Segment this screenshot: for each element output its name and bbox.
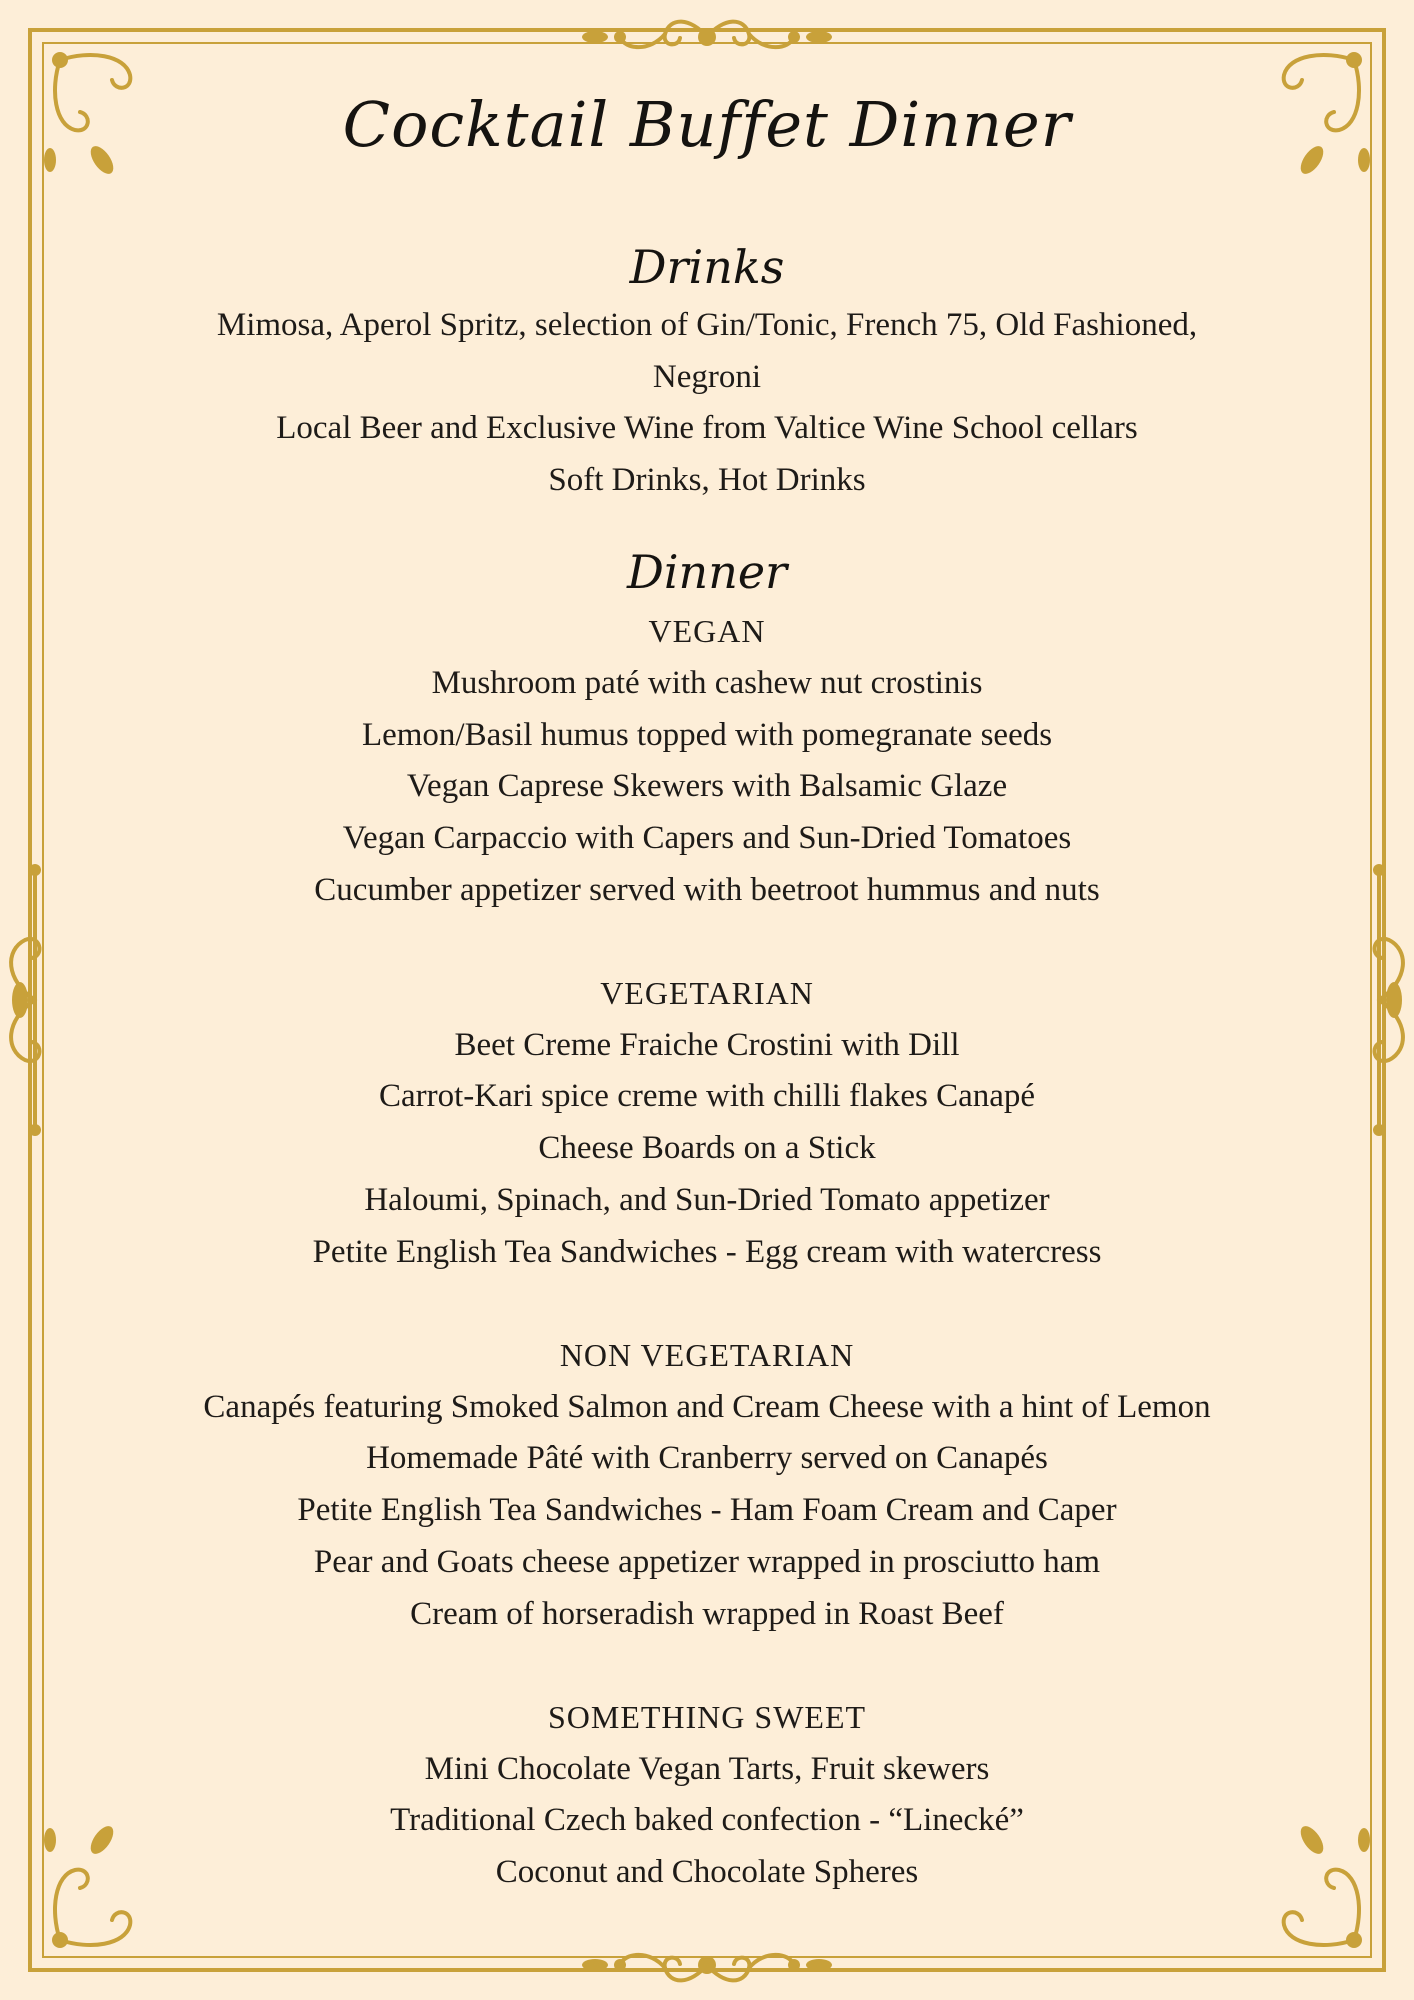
sweet-item: Mini Chocolate Vegan Tarts, Fruit skewers [424,1751,990,1787]
right-side-flourish-icon [1354,860,1414,1140]
non-vegetarian-item: Petite English Tea Sandwiches - Ham Foam Cream and Caper [297,1492,1117,1528]
vegetarian-category-label: VEGETARIAN [600,975,814,1011]
bottom-center-flourish-icon [580,1940,834,1990]
vegan-item: Vegan Caprese Skewers with Balsamic Glaze [406,768,1008,804]
top-center-flourish-icon [580,12,834,62]
sweet-item: Coconut and Chocolate Spheres [495,1854,919,1890]
sweet-item: Traditional Czech baked confection - “Linecké” [390,1802,1024,1838]
drinks-line: Soft Drinks, Hot Drinks [548,462,866,498]
non-vegetarian-category-label: NON VEGETARIAN [559,1337,855,1373]
vegetarian-item: Cheese Boards on a Stick [538,1130,876,1166]
corner-bottom-left-flourish-icon [30,1820,160,1970]
vegan-item: Vegan Carpaccio with Capers and Sun-Dried Tomatoes [342,820,1072,856]
non-vegetarian-item: Pear and Goats cheese appetizer wrapped in prosciutto ham [313,1544,1101,1580]
menu-title: Cocktail Buffet Dinner [342,88,1072,161]
something-sweet-category-label: SOMETHING SWEET [547,1699,867,1735]
vegetarian-item: Petite English Tea Sandwiches - Egg cream with watercress [312,1234,1102,1270]
vegan-category-label: VEGAN [648,613,766,649]
vegan-item: Cucumber appetizer served with beetroot hummus and nuts [314,872,1100,908]
corner-bottom-right-flourish-icon [1254,1820,1384,1970]
non-vegetarian-item: Homemade Pâté with Cranberry served on Canapés [366,1440,1048,1476]
vegetarian-item: Beet Creme Fraiche Crostini with Dill [454,1027,960,1063]
drinks-heading: Drinks [629,240,785,294]
vegetarian-item: Haloumi, Spinach, and Sun-Dried Tomato appetizer [364,1182,1050,1218]
drinks-line: Mimosa, Aperol Spritz, selection of Gin/Tonic, French 75, Old Fashioned, [216,307,1198,343]
left-side-flourish-icon [0,860,60,1140]
dinner-heading: Dinner [626,545,788,599]
drinks-line: Local Beer and Exclusive Wine from Valtice Wine School cellars [276,410,1138,446]
non-vegetarian-item: Canapés featuring Smoked Salmon and Cream Cheese with a hint of Lemon [203,1389,1211,1425]
vegan-item: Mushroom paté with cashew nut crostinis [431,665,983,701]
vegetarian-item: Carrot-Kari spice creme with chilli flakes Canapé [378,1078,1036,1114]
vegan-item: Lemon/Basil humus topped with pomegranate seeds [361,717,1053,753]
non-vegetarian-item: Cream of horseradish wrapped in Roast Beef [410,1596,1004,1632]
drinks-line: Negroni [652,359,762,395]
